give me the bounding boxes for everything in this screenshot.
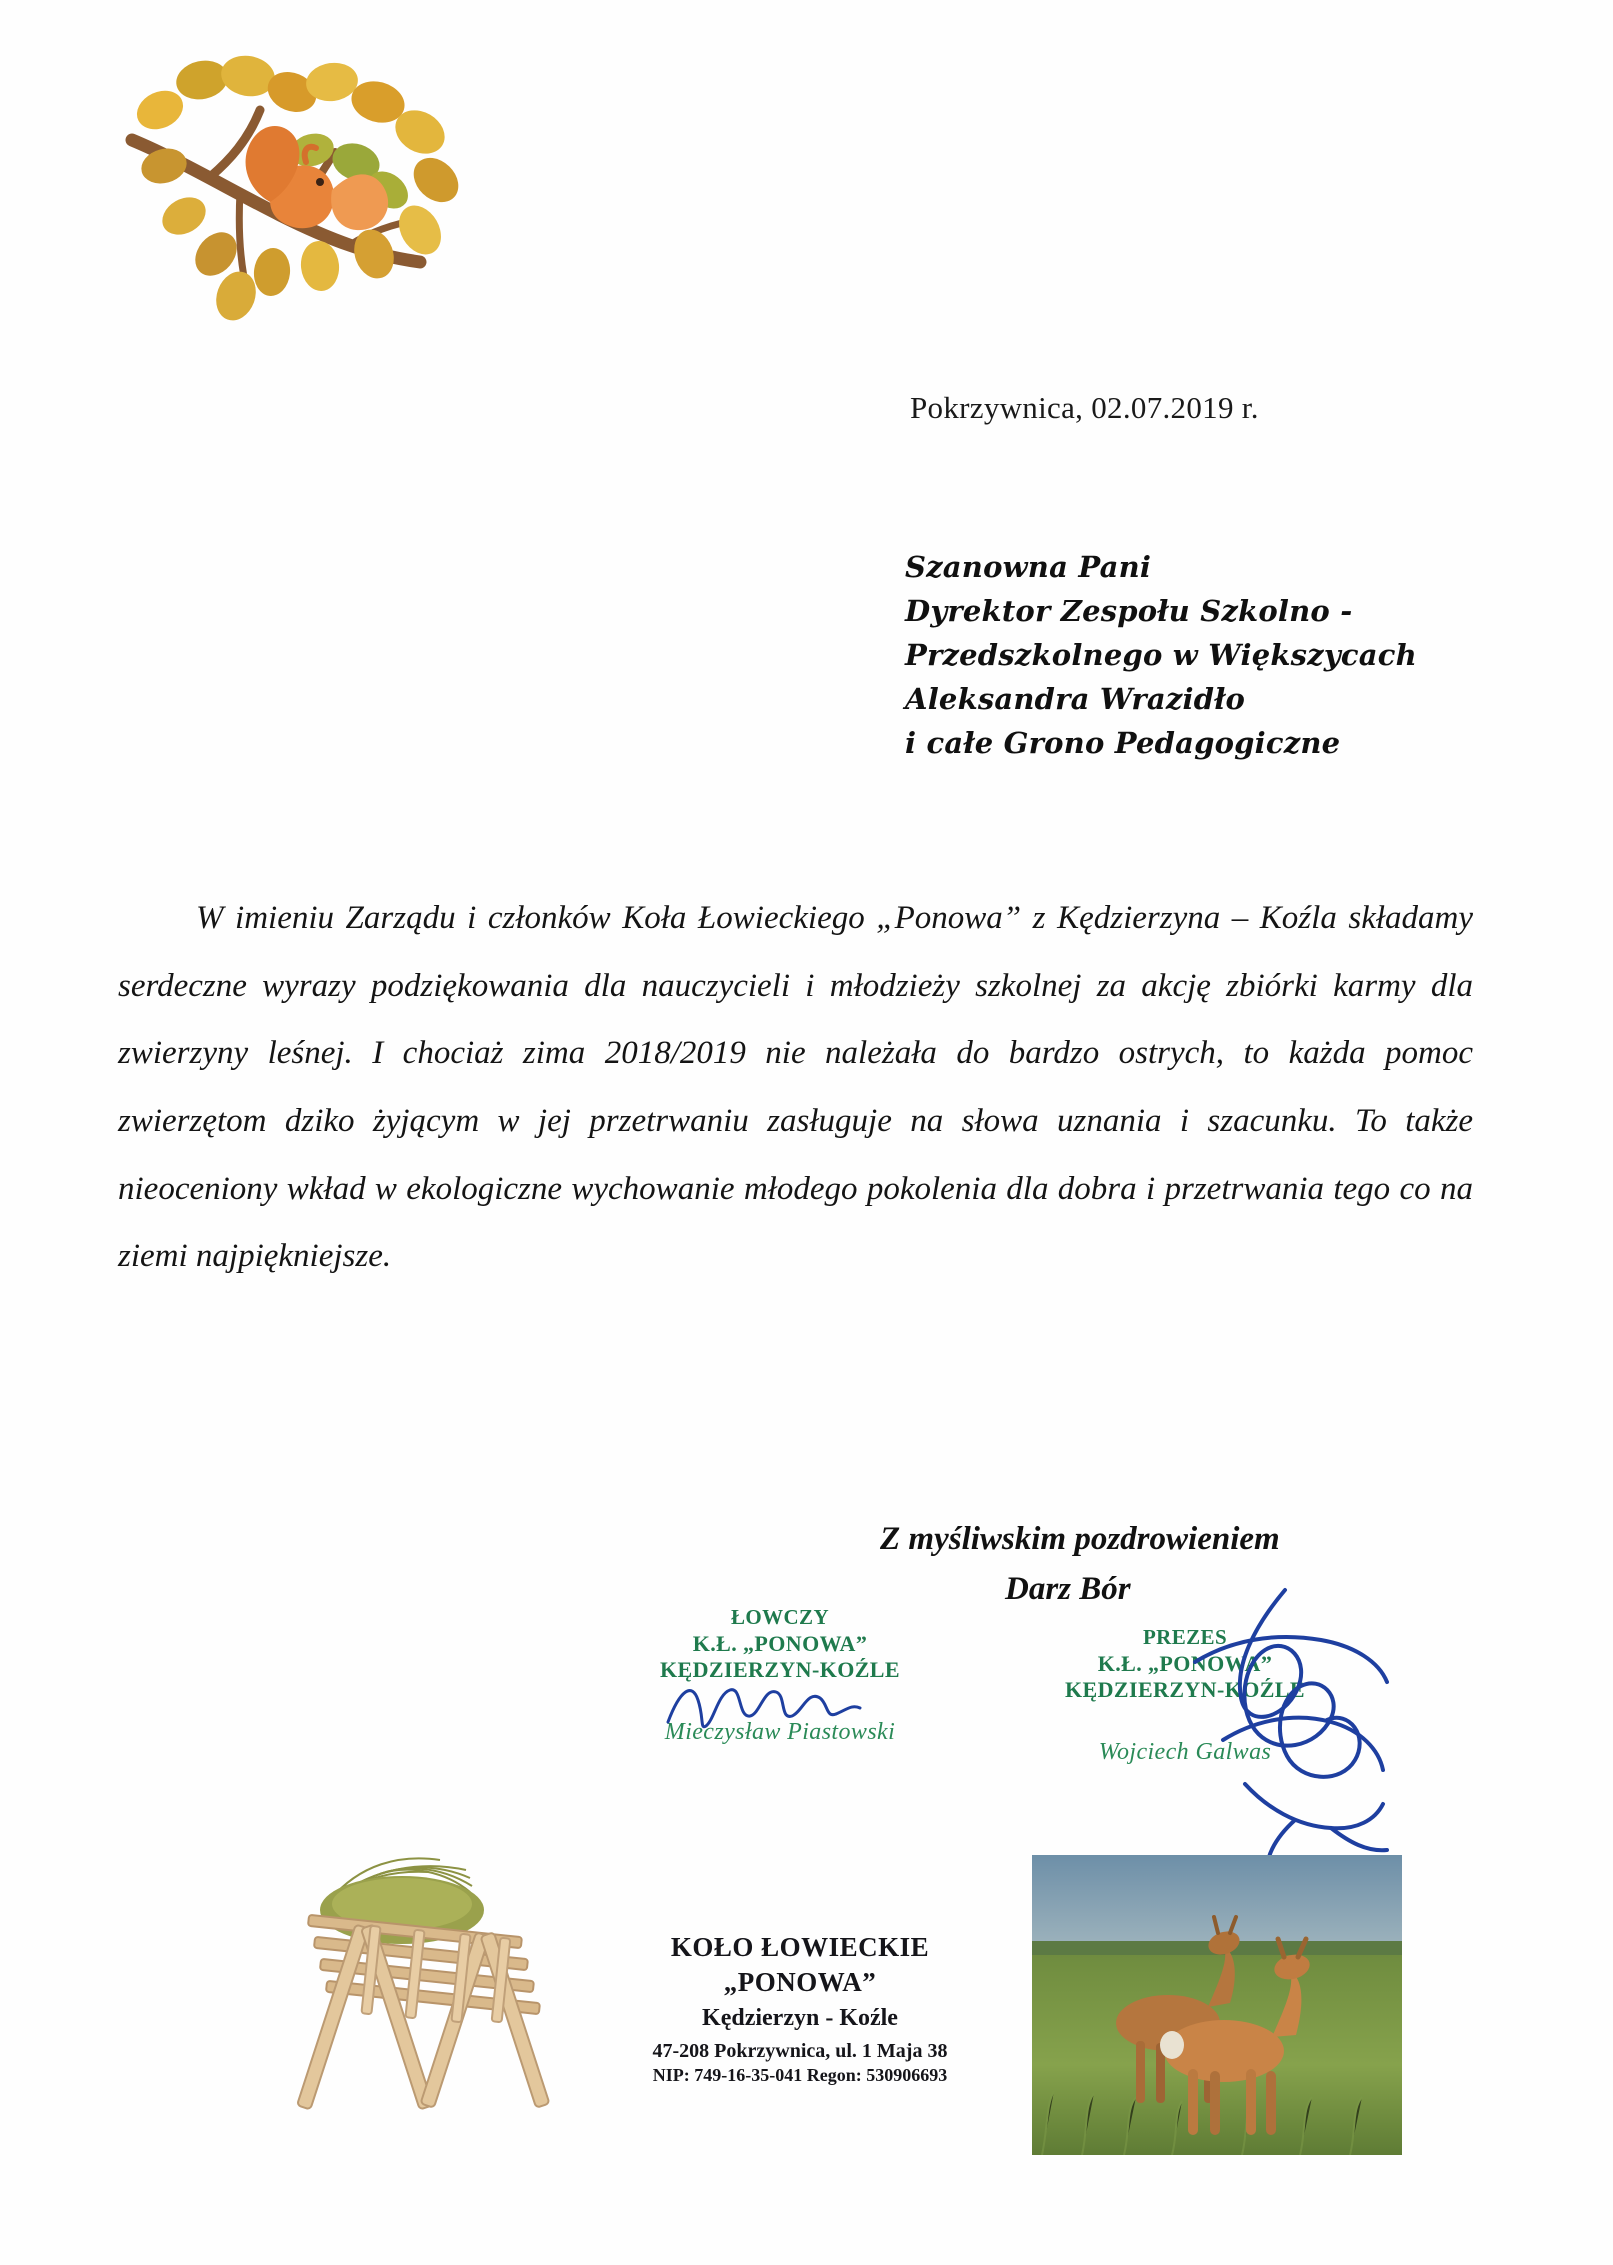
addressee-line-1: Szanowna Pani xyxy=(905,550,1152,584)
addressee-line-5: i całe Grono Pedagogiczne xyxy=(905,726,1341,761)
autumn-branch-squirrel-illustration xyxy=(120,40,500,400)
stamp-lowczy xyxy=(600,1605,960,1748)
footer-club-stamp xyxy=(600,1930,1000,2088)
addressee-line-3: Przedszkolnego w Większycach xyxy=(905,638,1417,673)
addressee-block xyxy=(905,545,1565,765)
closing-line-1: Z myśliwskim pozdrowieniem xyxy=(880,1521,1280,1557)
addressee-line-2: Dyrektor Zespołu Szkolno - xyxy=(905,594,1353,629)
footer-line-5: NIP: 749-16-35-041 Regon: 530906693 xyxy=(652,2065,948,2086)
closing-line-2: Darz Bór xyxy=(1005,1570,1131,1607)
stamp-prezes xyxy=(1010,1625,1360,1768)
footer-line-1: KOŁO ŁOWIECKIE xyxy=(670,1932,930,1962)
stamp-lowczy-title: ŁOWCZY xyxy=(730,1605,830,1629)
closing-block xyxy=(880,1515,1480,1614)
stamp-prezes-title: PREZES xyxy=(1142,1625,1228,1649)
stamp-prezes-city: KĘDZIERZYN-KOŹLE xyxy=(1065,1677,1305,1703)
stamp-lowczy-org: K.Ł. „PONOWA” xyxy=(692,1630,868,1656)
photo-frame xyxy=(1032,1855,1402,2155)
letter-body: W imieniu Zarządu i członków Koła Łowieckiego „Ponowa” z Kędzierzyna – Koźla składamy serdeczne wyrazy podziękowania dla nauczycieli i młodzieży szkolnej za akcję zbiórki karmy dla zwierzyny leśnej. I chociaż zima 2018/2019 nie należała do bardzo ostrych, to każda pomoc zwierzętom dziko żyjącym w jej przetrwaniu zasługuje na słowa uznania i szacunku. To także nieoceniony wkład w ekologiczne wychowanie młodego pokolenia dla dobra i przetrwania tego co na ziemi najpiękniejsze. xyxy=(118,900,1473,1275)
footer-line-3: Kędzierzyn - Koźle xyxy=(702,2005,898,2032)
addressee-line-4: Aleksandra Wrazidło xyxy=(905,682,1246,717)
stamp-prezes-org: K.Ł. „PONOWA” xyxy=(1097,1650,1273,1676)
footer-line-4: 47-208 Pokrzywnica, ul. 1 Maja 38 xyxy=(652,2040,948,2063)
two-roe-deer-in-meadow-photo xyxy=(1032,1855,1402,2155)
stamp-prezes-person: Wojciech Galwas xyxy=(1098,1739,1272,1766)
date-line: Pokrzywnica, 02.07.2019 r. xyxy=(910,390,1259,425)
wooden-deer-feeder-illustration xyxy=(270,1830,600,2130)
footer-line-2: „PONOWA” xyxy=(723,1967,877,1998)
stamp-lowczy-city: KĘDZIERZYN-KOŹLE xyxy=(660,1657,900,1683)
stamp-lowczy-person: Mieczysław Piastowski xyxy=(664,1719,896,1746)
